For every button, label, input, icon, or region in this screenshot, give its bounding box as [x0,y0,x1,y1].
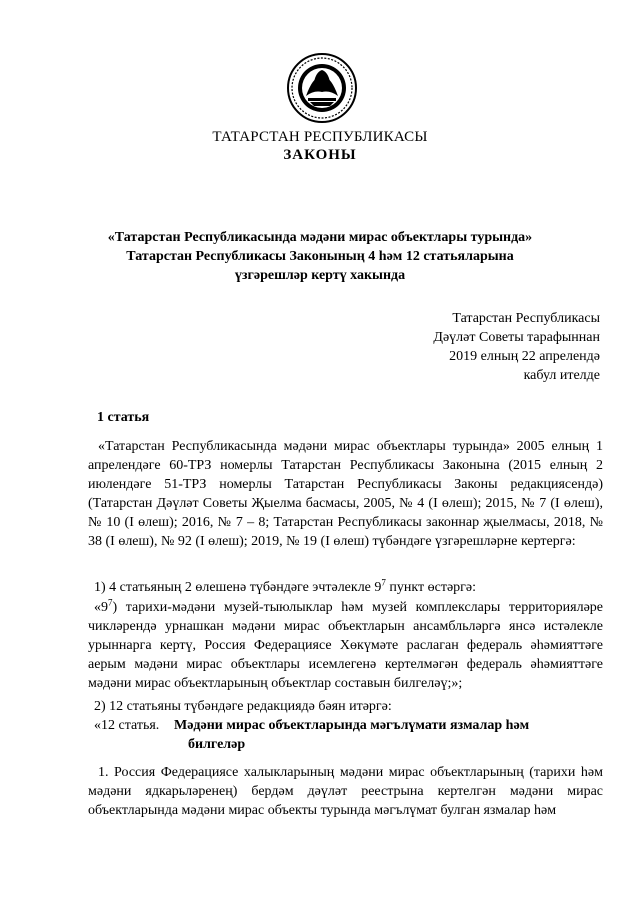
quote-start: «9 [94,600,108,615]
adoption-line: Дәүләт Советы тарафыннан [433,330,600,345]
article-12-title-cont: билгеләр [188,737,246,752]
adoption-note [340,309,600,385]
quote-body: ) тарихи-мәдәни музей-тыюлыклар һәм музей комплекслары территорияләре чикләрендә урнашкан мәдәни мирас объектларын ансамбльләргә янсә истәлекле урыннарга кертү, Россия Федерациясе Хөкүмәте раслаган федераль әһәмияттәге аерым мәдәни мирас объектлары исемлегенә кертелмәгән федераль әһәмияттәге мәдәни мирас объектларының объектлар составын билгеләү;»; [88,600,603,691]
adoption-line: 2019 елның 22 апрелендә [449,349,600,364]
adoption-line: кабул ителде [523,368,600,383]
law-title-line: Татарстан Республикасы Законының 4 һәм 12 статьяларына [126,249,514,264]
amendment-item-1-text: 1) 4 статьяның 2 өлешенә түбәндәге эчтәлекле 9 [94,580,382,595]
amendment-item-2: 2) 12 статьяны түбәндәге редакциядә бәян итәргә: [94,699,392,714]
adoption-line: Татарстан Республикасы [452,311,600,326]
amendment-quote [88,598,603,693]
article-1-paragraph: «Татарстан Республикасында мәдәни мирас объектлары турында» 2005 елның 1 апрелендәге 60-ТРЗ номерлы Татарстан Республикасы Законына (2015 елның 2 июлендәге 51-ТРЗ номерлы Татарстан Республикасы Законы редакциясендә) (Татарстан Дәүләт Советы Җыелма басмасы, 2005, № 4 (I өлеш); 2015, № 7 (I өлеш), № 10 (I өлеш); 2016, № 7 – 8; Татарстан Республикасы законнар җыелмасы, 2018, № 38 (I өлеш), № 92 (I өлеш); 2019, № 19 (I өлеш) түбәндәге үзгәрешләрне кертергә: [88,439,603,549]
superscript: 7 [108,597,113,608]
tatarstan-emblem-icon [286,52,358,124]
article-12-heading [94,716,604,754]
article-12-label: «12 статья. [94,718,160,733]
article-1-heading: 1 статья [97,410,150,425]
amendment-item-1-text-end: пункт өстәргә: [385,580,477,595]
law-title [0,228,640,285]
republic-heading: ТАТАРСТАН РЕСПУБЛИКАСЫ [212,129,428,145]
article-12-title: Мәдәни мирас объектларында мәгълүмати язмалар һәм [174,718,530,733]
law-title-line: үзгәрешләр кертү хакында [234,268,406,283]
amendment-item-1 [88,578,603,597]
article-12-point-1: 1. Россия Федерациясе халыкларының мәдәни мирас объектларының (тарихи һәм мәдәни ядкарьләренең) бердәм дәүләт реестрына кертелгән мәдәни мирас объектларында мәдәни мирас объекты турында мәгълүмат булган язмалар һәм [88,765,603,818]
law-heading: ЗАКОНЫ [283,147,357,163]
superscript: 7 [381,577,386,588]
law-title-line: «Татарстан Республикасында мәдәни мирас объектлары турында» [107,230,533,245]
